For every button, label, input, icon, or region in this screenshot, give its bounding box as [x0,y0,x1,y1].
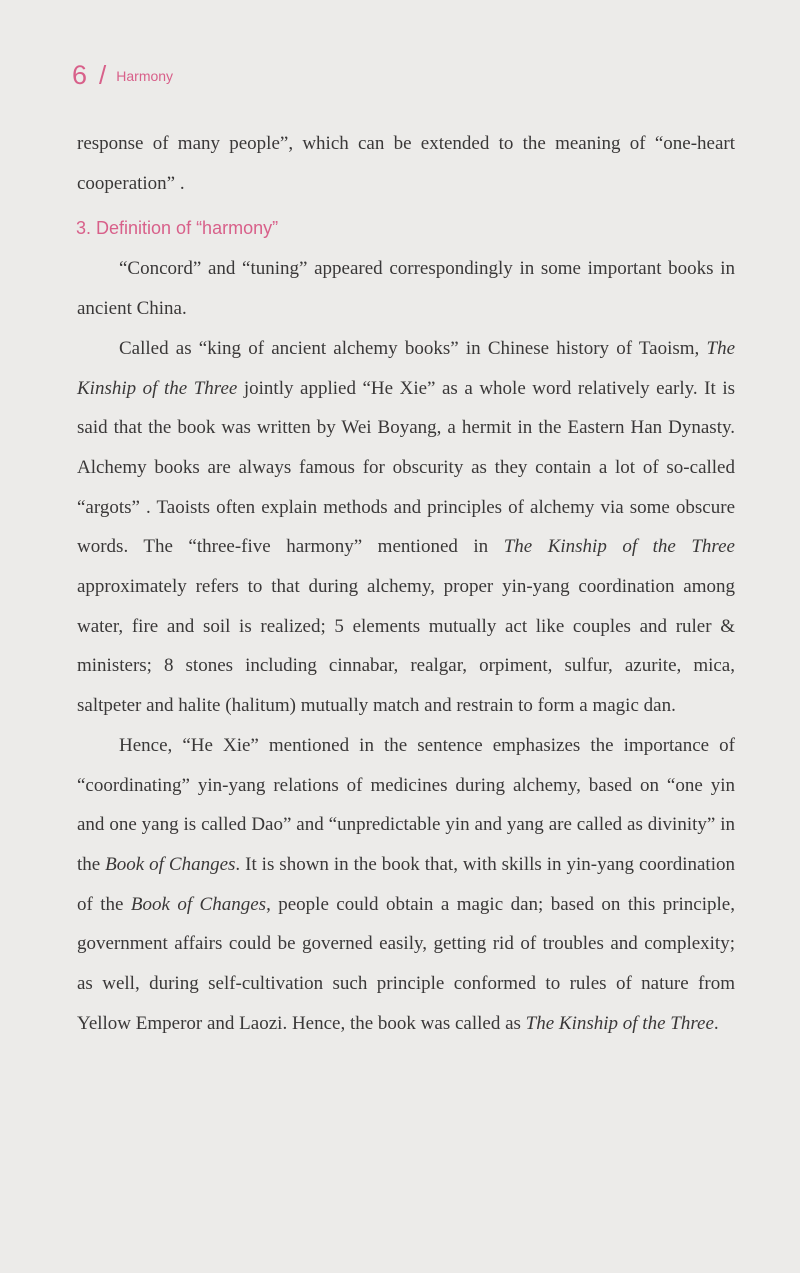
running-title: Harmony [116,68,174,84]
paragraph-continuation: response of many people”, which can be extended to the meaning of “one-heart cooperation” . [77,133,735,194]
book-title: Book of Changes [105,853,236,875]
book-title: The Kinship of the Three [525,1012,714,1034]
book-title: The Kinship of the Three [77,337,735,399]
page-body [77,124,735,1043]
text-span: . [713,1012,719,1034]
paragraph-concord: “Concord” and “tuning” appeared correspondingly in some important books in ancient China. [77,258,735,320]
paragraph-he-xie [77,726,735,1044]
text-span: Hence, “He Xie” mentioned in the sentence emphasizes the importance of “coordinating” yin-yang relations of medicines during alchemy, based on “one yin and one yang is called Dao” and “unpredictable yin and yang are called as divinity” in the [77,734,735,875]
text-span: Called as “king of ancient alchemy books” in Chinese history of Taoism, [119,337,707,359]
page-number: 6 [72,60,88,90]
book-title: The Kinship of the Three [503,536,735,558]
text-span: , people could obtain a magic dan; based on this principle, government affairs could be governed easily, getting rid of troubles and complexity; as well, during self-cultivation such principle conformed to rules of nature from Yellow Emperor and Laozi. Hence, the book was called as [77,893,735,1034]
section-heading: 3. Definition of “harmony” [76,218,279,239]
header-separator: / [99,60,107,90]
text-span: . It is shown in the book that, with skills in yin-yang coordination of the [77,853,735,915]
book-title: Book of Changes [130,893,267,915]
page-header [72,60,173,91]
text-span: jointly applied “He Xie” as a whole word relatively early. It is said that the book was written by Wei Boyang, a hermit in the Eastern Han Dynasty. Alchemy books are always famous for obscurity as they contain a lot of so-called “argots” . Taoists often explain methods and principles of alchemy via some obscure words. The “three-five harmony” mentioned in [77,377,735,558]
text-span: approximately refers to that during alchemy, proper yin-yang coordination among water, fire and soil is realized; 5 elements mutually act like couples and ruler & ministers; 8 stones including cinnabar, realgar, orpiment, sulfur, azurite, mica, saltpeter and halite (halitum) mutually match and restrain to form a magic dan. [77,576,735,717]
paragraph-kinship [77,329,735,726]
